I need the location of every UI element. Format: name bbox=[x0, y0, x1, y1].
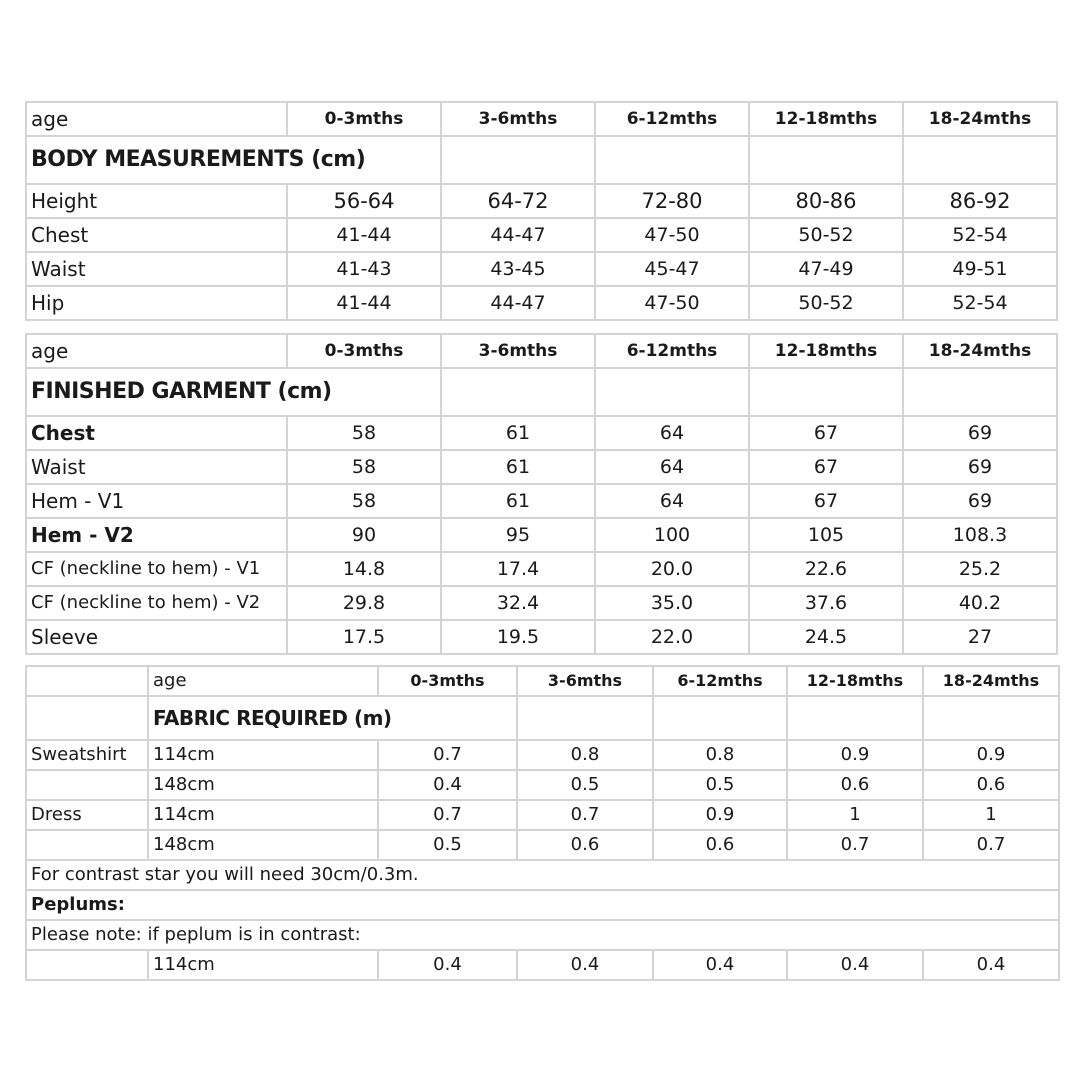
cell-value: 0.7 bbox=[378, 800, 517, 830]
size-header: 12-18mths bbox=[749, 334, 903, 368]
finished-garment-table bbox=[25, 333, 1058, 655]
cell-value: 67 bbox=[749, 450, 903, 484]
empty-cell bbox=[441, 368, 595, 416]
fabric-width: 114cm bbox=[148, 800, 378, 830]
size-header: 12-18mths bbox=[749, 102, 903, 136]
garment-label: Sweatshirt bbox=[26, 740, 148, 770]
empty-cell bbox=[26, 666, 148, 696]
row-label: Hip bbox=[26, 286, 287, 320]
size-header: 3-6mths bbox=[441, 334, 595, 368]
table-row bbox=[26, 184, 1057, 218]
cell-value: 0.4 bbox=[653, 950, 787, 980]
cell-value: 64-72 bbox=[441, 184, 595, 218]
cell-value: 41-43 bbox=[287, 252, 441, 286]
table-row bbox=[26, 450, 1057, 484]
cell-value: 0.4 bbox=[378, 770, 517, 800]
size-header: 0-3mths bbox=[378, 666, 517, 696]
peplums-label: Peplums: bbox=[26, 890, 1059, 920]
cell-value: 27 bbox=[903, 620, 1057, 654]
row-label: CF (neckline to hem) - V2 bbox=[26, 586, 287, 620]
note-row bbox=[26, 920, 1059, 950]
cell-value: 44-47 bbox=[441, 286, 595, 320]
cell-value: 0.6 bbox=[787, 770, 923, 800]
age-label: age bbox=[26, 334, 287, 368]
cell-value: 47-50 bbox=[595, 218, 749, 252]
empty-cell bbox=[441, 136, 595, 184]
fabric-required-table bbox=[25, 665, 1060, 981]
cell-value: 69 bbox=[903, 416, 1057, 450]
fabric-width: 148cm bbox=[148, 770, 378, 800]
cell-value: 0.8 bbox=[653, 740, 787, 770]
cell-value: 50-52 bbox=[749, 286, 903, 320]
cell-value: 0.9 bbox=[923, 740, 1059, 770]
cell-value: 100 bbox=[595, 518, 749, 552]
garment-label bbox=[26, 830, 148, 860]
cell-value: 69 bbox=[903, 450, 1057, 484]
empty-cell bbox=[749, 136, 903, 184]
cell-value: 105 bbox=[749, 518, 903, 552]
cell-value: 43-45 bbox=[441, 252, 595, 286]
cell-value: 0.5 bbox=[517, 770, 653, 800]
cell-value: 0.9 bbox=[787, 740, 923, 770]
table-row bbox=[26, 552, 1057, 586]
size-header: 18-24mths bbox=[923, 666, 1059, 696]
cell-value: 49-51 bbox=[903, 252, 1057, 286]
table-row bbox=[26, 586, 1057, 620]
empty-cell bbox=[595, 136, 749, 184]
age-label: age bbox=[148, 666, 378, 696]
cell-value: 86-92 bbox=[903, 184, 1057, 218]
empty-cell bbox=[653, 696, 787, 740]
table-row bbox=[26, 950, 1059, 980]
section-title: BODY MEASUREMENTS (cm) bbox=[26, 136, 441, 184]
cell-value: 69 bbox=[903, 484, 1057, 518]
size-header: 6-12mths bbox=[653, 666, 787, 696]
size-header: 0-3mths bbox=[287, 334, 441, 368]
size-header: 6-12mths bbox=[595, 102, 749, 136]
size-header: 3-6mths bbox=[441, 102, 595, 136]
cell-value: 1 bbox=[923, 800, 1059, 830]
table-row bbox=[26, 218, 1057, 252]
cell-value: 0.6 bbox=[653, 830, 787, 860]
row-label: Chest bbox=[26, 416, 287, 450]
cell-value: 45-47 bbox=[595, 252, 749, 286]
cell-value: 20.0 bbox=[595, 552, 749, 586]
section-title-row bbox=[26, 136, 1057, 184]
table-row bbox=[26, 740, 1059, 770]
table-row bbox=[26, 518, 1057, 552]
empty-cell bbox=[749, 368, 903, 416]
section-title-row bbox=[26, 368, 1057, 416]
empty-cell bbox=[26, 696, 148, 740]
size-header: 12-18mths bbox=[787, 666, 923, 696]
row-label: Hem - V2 bbox=[26, 518, 287, 552]
cell-value: 80-86 bbox=[749, 184, 903, 218]
table-row bbox=[26, 770, 1059, 800]
table-row bbox=[26, 286, 1057, 320]
age-header-row bbox=[26, 102, 1057, 136]
peplum-note: Please note: if peplum is in contrast: bbox=[26, 920, 1059, 950]
cell-value: 67 bbox=[749, 484, 903, 518]
body-measurements-table bbox=[25, 101, 1058, 321]
row-label: CF (neckline to hem) - V1 bbox=[26, 552, 287, 586]
cell-value: 108.3 bbox=[903, 518, 1057, 552]
size-header: 3-6mths bbox=[517, 666, 653, 696]
cell-value: 0.8 bbox=[517, 740, 653, 770]
row-label: Hem - V1 bbox=[26, 484, 287, 518]
cell-value: 90 bbox=[287, 518, 441, 552]
cell-value: 67 bbox=[749, 416, 903, 450]
size-header: 6-12mths bbox=[595, 334, 749, 368]
cell-value: 0.9 bbox=[653, 800, 787, 830]
cell-value: 0.5 bbox=[653, 770, 787, 800]
cell-value: 0.5 bbox=[378, 830, 517, 860]
row-label: Waist bbox=[26, 450, 287, 484]
cell-value: 52-54 bbox=[903, 286, 1057, 320]
table-row bbox=[26, 416, 1057, 450]
cell-value: 22.0 bbox=[595, 620, 749, 654]
cell-value: 0.6 bbox=[923, 770, 1059, 800]
cell-value: 1 bbox=[787, 800, 923, 830]
cell-value: 41-44 bbox=[287, 286, 441, 320]
cell-value: 22.6 bbox=[749, 552, 903, 586]
empty-cell bbox=[595, 368, 749, 416]
contrast-note: For contrast star you will need 30cm/0.3m. bbox=[26, 860, 1059, 890]
cell-value: 50-52 bbox=[749, 218, 903, 252]
note-row bbox=[26, 860, 1059, 890]
age-header-row bbox=[26, 334, 1057, 368]
table-row bbox=[26, 484, 1057, 518]
empty-cell bbox=[26, 950, 148, 980]
cell-value: 41-44 bbox=[287, 218, 441, 252]
cell-value: 32.4 bbox=[441, 586, 595, 620]
cell-value: 61 bbox=[441, 416, 595, 450]
empty-cell bbox=[903, 368, 1057, 416]
empty-cell bbox=[517, 696, 653, 740]
cell-value: 0.7 bbox=[787, 830, 923, 860]
cell-value: 56-64 bbox=[287, 184, 441, 218]
table-row bbox=[26, 620, 1057, 654]
cell-value: 0.7 bbox=[517, 800, 653, 830]
cell-value: 0.7 bbox=[923, 830, 1059, 860]
cell-value: 95 bbox=[441, 518, 595, 552]
age-label: age bbox=[26, 102, 287, 136]
fabric-width: 114cm bbox=[148, 950, 378, 980]
cell-value: 47-49 bbox=[749, 252, 903, 286]
fabric-width: 114cm bbox=[148, 740, 378, 770]
row-label: Height bbox=[26, 184, 287, 218]
size-header: 18-24mths bbox=[903, 102, 1057, 136]
cell-value: 35.0 bbox=[595, 586, 749, 620]
cell-value: 29.8 bbox=[287, 586, 441, 620]
cell-value: 72-80 bbox=[595, 184, 749, 218]
cell-value: 0.4 bbox=[517, 950, 653, 980]
row-label: Sleeve bbox=[26, 620, 287, 654]
cell-value: 64 bbox=[595, 484, 749, 518]
cell-value: 17.5 bbox=[287, 620, 441, 654]
cell-value: 24.5 bbox=[749, 620, 903, 654]
empty-cell bbox=[923, 696, 1059, 740]
cell-value: 0.4 bbox=[378, 950, 517, 980]
cell-value: 14.8 bbox=[287, 552, 441, 586]
garment-label bbox=[26, 770, 148, 800]
section-title: FINISHED GARMENT (cm) bbox=[26, 368, 441, 416]
cell-value: 0.4 bbox=[787, 950, 923, 980]
cell-value: 58 bbox=[287, 450, 441, 484]
empty-cell bbox=[903, 136, 1057, 184]
section-title-row bbox=[26, 696, 1059, 740]
cell-value: 17.4 bbox=[441, 552, 595, 586]
cell-value: 61 bbox=[441, 484, 595, 518]
age-header-row bbox=[26, 666, 1059, 696]
cell-value: 37.6 bbox=[749, 586, 903, 620]
size-header: 0-3mths bbox=[287, 102, 441, 136]
cell-value: 64 bbox=[595, 416, 749, 450]
note-row bbox=[26, 890, 1059, 920]
size-header: 18-24mths bbox=[903, 334, 1057, 368]
fabric-width: 148cm bbox=[148, 830, 378, 860]
table-row bbox=[26, 252, 1057, 286]
cell-value: 61 bbox=[441, 450, 595, 484]
cell-value: 58 bbox=[287, 484, 441, 518]
cell-value: 40.2 bbox=[903, 586, 1057, 620]
cell-value: 25.2 bbox=[903, 552, 1057, 586]
garment-label: Dress bbox=[26, 800, 148, 830]
cell-value: 58 bbox=[287, 416, 441, 450]
cell-value: 44-47 bbox=[441, 218, 595, 252]
cell-value: 0.4 bbox=[923, 950, 1059, 980]
table-row bbox=[26, 800, 1059, 830]
cell-value: 0.7 bbox=[378, 740, 517, 770]
row-label: Chest bbox=[26, 218, 287, 252]
section-title: FABRIC REQUIRED (m) bbox=[148, 696, 517, 740]
cell-value: 47-50 bbox=[595, 286, 749, 320]
table-row bbox=[26, 830, 1059, 860]
row-label: Waist bbox=[26, 252, 287, 286]
cell-value: 52-54 bbox=[903, 218, 1057, 252]
cell-value: 64 bbox=[595, 450, 749, 484]
empty-cell bbox=[787, 696, 923, 740]
cell-value: 0.6 bbox=[517, 830, 653, 860]
cell-value: 19.5 bbox=[441, 620, 595, 654]
